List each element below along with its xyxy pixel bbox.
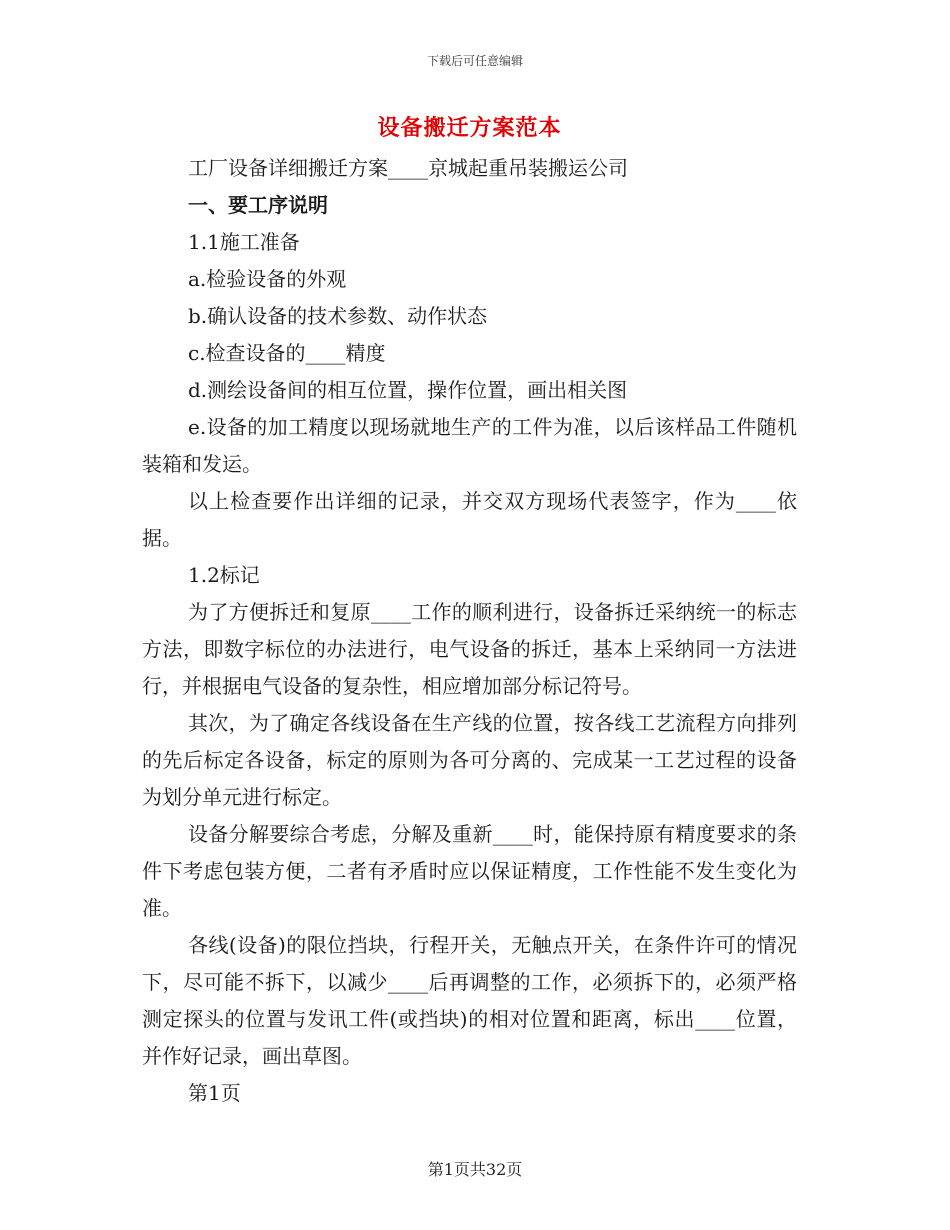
page-marker: 第1页 — [188, 1081, 241, 1105]
paragraph-subtitle: 工厂设备详细搬迁方案____京城起重吊装搬运公司 — [188, 156, 628, 180]
document-body — [142, 110, 797, 1112]
paragraph: 以上检查要作出详细的记录，并交双方现场代表签字，作为____依据。 — [142, 489, 797, 550]
page-header: 下载后可任意编辑 — [426, 54, 523, 68]
list-item: e.设备的加工精度以现场就地生产的工件为准，以后该样品工件随机装箱和发运。 — [142, 415, 797, 476]
paragraph: 各线(设备)的限位挡块，行程开关，无触点开关，在条件许可的情况下，尽可能不拆下，以减少____后再调整的工作，必须拆下的，必须严格测定探头的位置与发讯工件(或挡块)的相对位置和距离，标出____位置，并作好记录，画出草图。 — [142, 933, 797, 1068]
list-item: b.确认设备的技术参数、动作状态 — [188, 304, 488, 328]
list-item: d.测绘设备间的相互位置，操作位置，画出相关图 — [188, 378, 628, 402]
document-title: 设备搬迁方案范本 — [377, 115, 562, 141]
paragraph: 为了方便拆迁和复原____工作的顺利进行，设备拆迁采纳统一的标志方法，即数字标位的办法进行，电气设备的拆迁，基本上采纳同一方法进行，并根据电气设备的复杂性，相应增加部分标记符号。 — [142, 600, 797, 698]
paragraph: 设备分解要综合考虑，分解及重新____时，能保持原有精度要求的条件下考虑包装方便，二者有矛盾时应以保证精度，工作性能不发生变化为准。 — [142, 822, 797, 920]
section-heading: 一、要工序说明 — [188, 193, 328, 217]
subsection-heading: 1.2标记 — [188, 563, 260, 587]
paragraph: 其次，为了确定各线设备在生产线的位置，按各线工艺流程方向排列的先后标定各设备，标定的原则为各可分离的、完成某一工艺过程的设备为划分单元进行标定。 — [142, 711, 797, 809]
list-item: a.检验设备的外观 — [188, 267, 347, 291]
list-item: c.检查设备的____精度 — [188, 341, 386, 365]
subsection-heading: 1.1施工准备 — [188, 230, 300, 254]
page-footer: 第1页共32页 — [427, 1160, 523, 1179]
